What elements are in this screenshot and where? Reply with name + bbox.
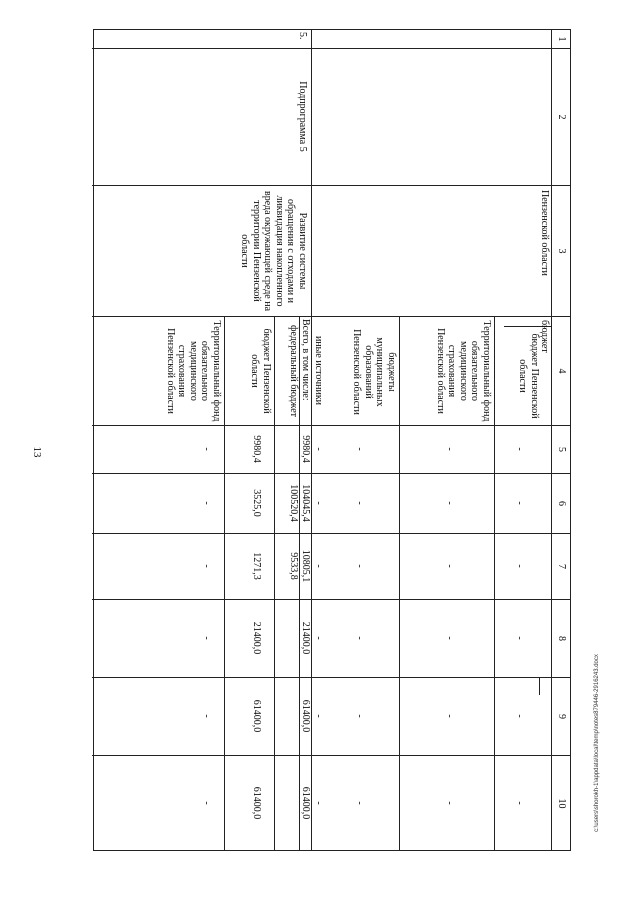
cont-r4-v10: - (313, 801, 324, 805)
row-source-tfoms: Территориальный фонд обязательного медицинского страхования Пензенской области (165, 320, 222, 422)
subprogram-number: 5. (297, 32, 308, 40)
sp-fed-v6: 100520,4 (288, 484, 299, 522)
row-source-federal: федеральный бюджет (288, 324, 299, 418)
sp-tfoms-v7: - (201, 564, 212, 568)
row-source-other: иные источники (313, 335, 324, 406)
sp-tfoms-v10: - (201, 801, 212, 805)
sp-reg-v9: 61400,0 (251, 699, 262, 733)
sp-total-v8: 21400,0 (300, 621, 311, 655)
cont-r3-v8: - (354, 636, 365, 640)
sp-total-v6: 104045,4 (300, 484, 311, 522)
cont-r1-v5: - (514, 447, 525, 451)
continued-col3-text: Пензенской области (539, 190, 550, 276)
subprogram-name: Подпрограмма 5 (297, 81, 308, 152)
cont-r1-v7: - (514, 564, 525, 568)
header-cell-10: 10 (552, 755, 570, 851)
header-cell-5: 5 (552, 425, 570, 473)
row-source-regional: бюджет Пензенской области (249, 328, 272, 414)
header-cell-3: 3 (552, 185, 570, 316)
sp-reg-v8: 21400,0 (251, 621, 262, 655)
cont-r3-v10: - (354, 801, 365, 805)
cont-r4-v5: - (313, 447, 324, 451)
cont-r2-v10: - (444, 801, 455, 805)
sp-tfoms-v6: - (201, 501, 212, 505)
sp-reg-v6: 3525,0 (251, 489, 262, 517)
cont-r1-v8: - (514, 636, 525, 640)
row-source-budget-fragment: бюджет (539, 320, 550, 353)
table-header-row (551, 30, 570, 850)
cont-r4-v9: - (313, 714, 324, 718)
cont-r3-v7: - (354, 564, 365, 568)
row-source-tfoms-cont: Территориальный фонд обязательного медицинского страхования Пензенской области (435, 320, 492, 422)
sp-tfoms-v8: - (201, 636, 212, 640)
subprogram-description: Развитие системы обращения с отходами и ликвидация накопленного вреда окружающей среде на территории Пензенской области (239, 190, 308, 312)
sp-total-v10: 61400,0 (300, 786, 311, 820)
footer-file-path: c:\users\shorokh-1\appdata\local\temp\notes879446-2916243.docx (594, 654, 600, 832)
cont-r1-v10: - (514, 801, 525, 805)
header-cell-6: 6 (552, 473, 570, 533)
cont-r2-v7: - (444, 564, 455, 568)
header-cell-8: 8 (552, 599, 570, 677)
sp-fed-v7: 9533,8 (288, 552, 299, 580)
sp-reg-v5: 9980,4 (251, 435, 262, 463)
page-number: 13 (31, 446, 43, 458)
sp-total-v7: 10805,1 (300, 549, 311, 583)
row-source-total: Всего, в том числе: (300, 319, 311, 401)
cont-r2-v9: - (444, 714, 455, 718)
header-cell-2: 2 (552, 48, 570, 185)
cont-r4-v7: - (313, 564, 324, 568)
sp-total-v5: 9980,4 (300, 435, 311, 463)
cont-r2-v5: - (444, 447, 455, 451)
cont-r3-v9: - (354, 714, 365, 718)
cont-r4-v6: - (313, 501, 324, 505)
finance-table (93, 29, 571, 851)
cont-r1-v9: - (514, 714, 525, 718)
header-cell-4: 4 (552, 316, 570, 425)
cont-r3-v5: - (354, 447, 365, 451)
sp-tfoms-v5: - (201, 447, 212, 451)
header-cell-1: 1 (556, 36, 567, 42)
sp-reg-v10: 61400,0 (251, 786, 262, 820)
cont-r2-v6: - (444, 501, 455, 505)
sp-tfoms-v9: - (201, 714, 212, 718)
row-source-regional-budget-cont: бюджет Пензенской области (517, 333, 540, 419)
header-cell-7: 7 (552, 533, 570, 599)
cont-r3-v6: - (354, 501, 365, 505)
row-source-municipal: бюджеты муниципальных образований Пензенской области (351, 329, 397, 415)
header-cell-9: 9 (552, 677, 570, 755)
cont-r4-v8: - (313, 636, 324, 640)
sp-total-v9: 61400,0 (300, 699, 311, 733)
cont-r2-v8: - (444, 636, 455, 640)
sp-reg-v7: 1271,3 (251, 552, 262, 580)
cont-r1-v6: - (514, 501, 525, 505)
